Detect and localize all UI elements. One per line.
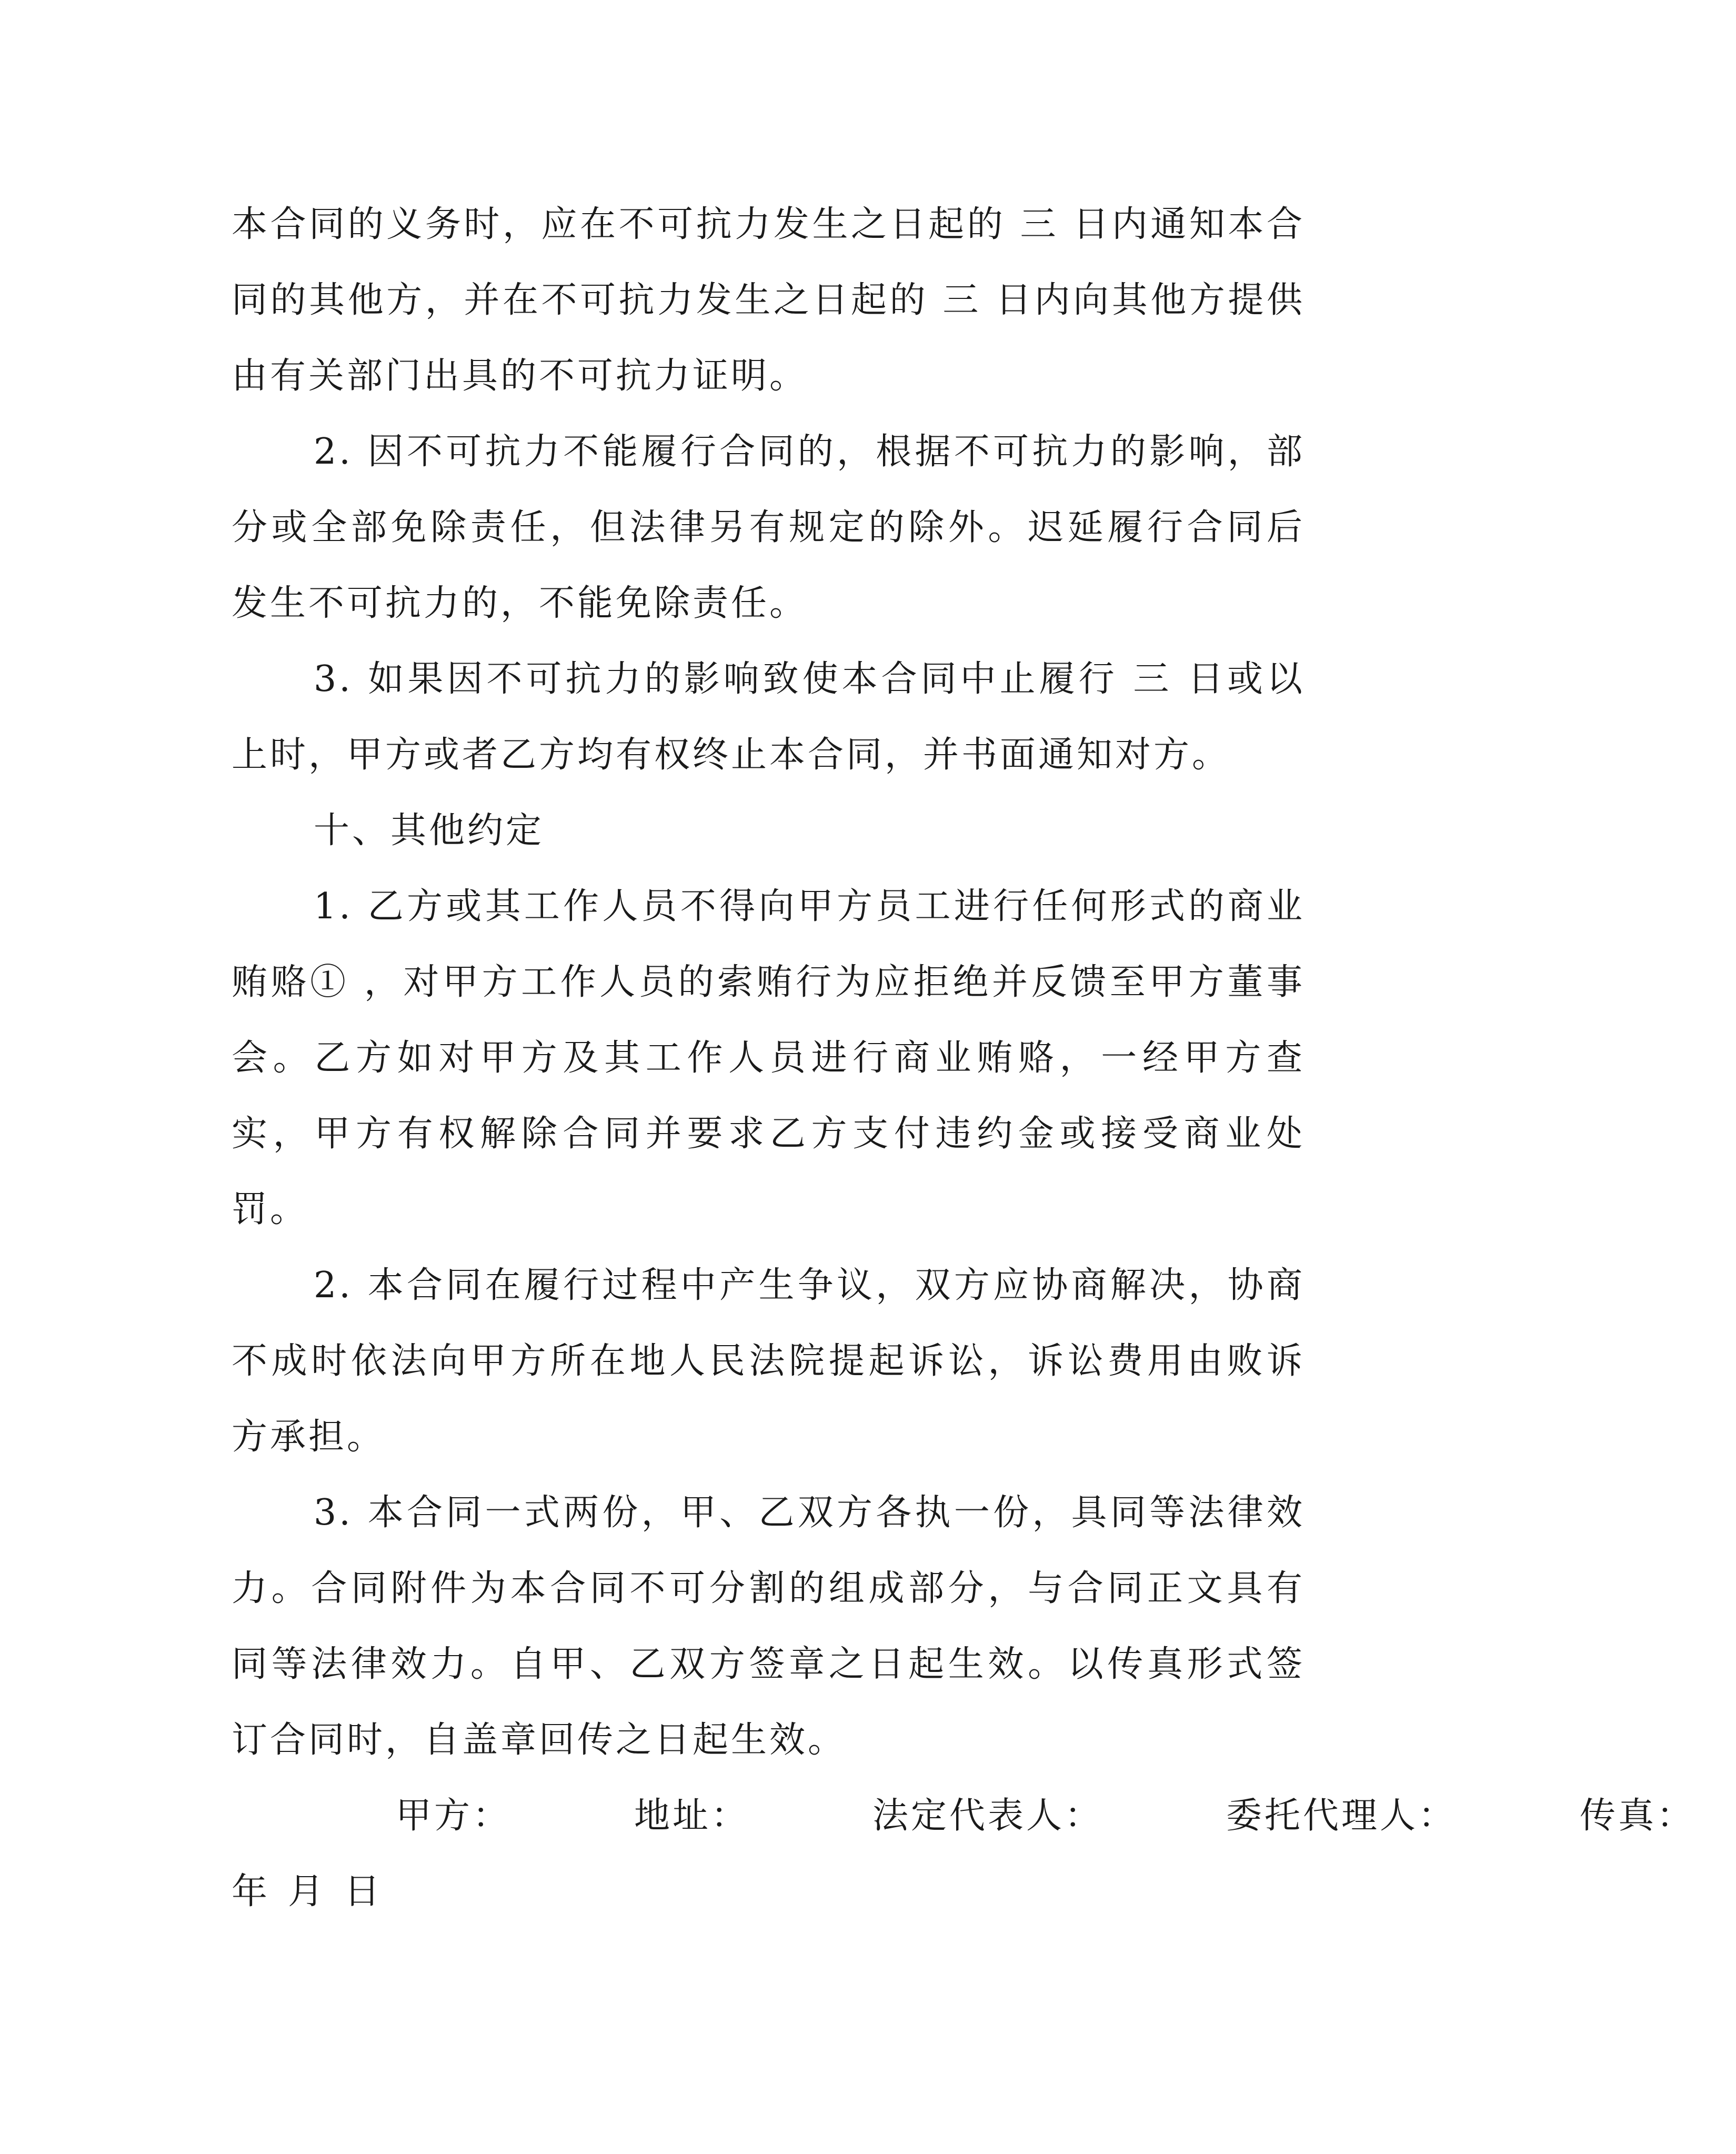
party-a-label: 甲方： [396, 1795, 511, 1837]
authorized-agent-label: 委托代理人： [1226, 1795, 1457, 1837]
paragraph-commercial-bribery: 1. 乙方或其工作人员不得向甲方员工进行任何形式的商业贿赂① ，对甲方工作人员的索贿行为应拒绝并反馈至甲方董事会。乙方如对甲方及其工作人员进行商业贿赂，一经甲方查实，甲方有权解除合同并要求乙方支付违约金或接受商业处罚。 [232, 886, 1305, 1230]
section-heading-other-agreements: 十、其他约定 [314, 810, 545, 851]
fax-label: 传真： [1580, 1795, 1695, 1837]
date-line [232, 1854, 1305, 1930]
paragraph-copies-and-effect: 3. 本合同一式两份，甲、乙双方各执一份，具同等法律效力。合同附件为本合同不可分割的组成部分，与合同正文具有同等法律效力。自甲、乙双方签章之日起生效。以传真形式签订合同时，自盖章回传之日起生效。 [232, 1492, 1305, 1761]
paragraph-force-majeure-notice: 本合同的义务时，应在不可抗力发生之日起的 三 日内通知本合同的其他方，并在不可抗力发生之日起的 三 日内向其他方提供由有关部门出具的不可抗力证明。 [232, 204, 1305, 397]
date-day-label: 日 [344, 1871, 383, 1912]
paragraph-force-majeure-termination: 3. 如果因不可抗力的影响致使本合同中止履行 三 日或以上时，甲方或者乙方均有权终止本合同，并书面通知对方。 [232, 658, 1305, 776]
legal-representative-label: 法定代表人： [872, 1795, 1103, 1837]
paragraph-dispute-resolution: 2. 本合同在履行过程中产生争议，双方应协商解决，协商不成时依法向甲方所在地人民法院提起诉讼，诉讼费用由败诉方承担。 [232, 1265, 1305, 1458]
paragraph-force-majeure-liability: 2. 因不可抗力不能履行合同的，根据不可抗力的影响，部分或全部免除责任，但法律另有规定的除外。迟延履行合同后发生不可抗力的，不能免除责任。 [232, 431, 1305, 624]
address-label: 地址： [634, 1795, 750, 1837]
date-year-label: 年 [232, 1871, 270, 1912]
signature-line [232, 1778, 1695, 1854]
contract-body [232, 187, 1695, 1930]
date-month-label: 月 [288, 1871, 327, 1912]
